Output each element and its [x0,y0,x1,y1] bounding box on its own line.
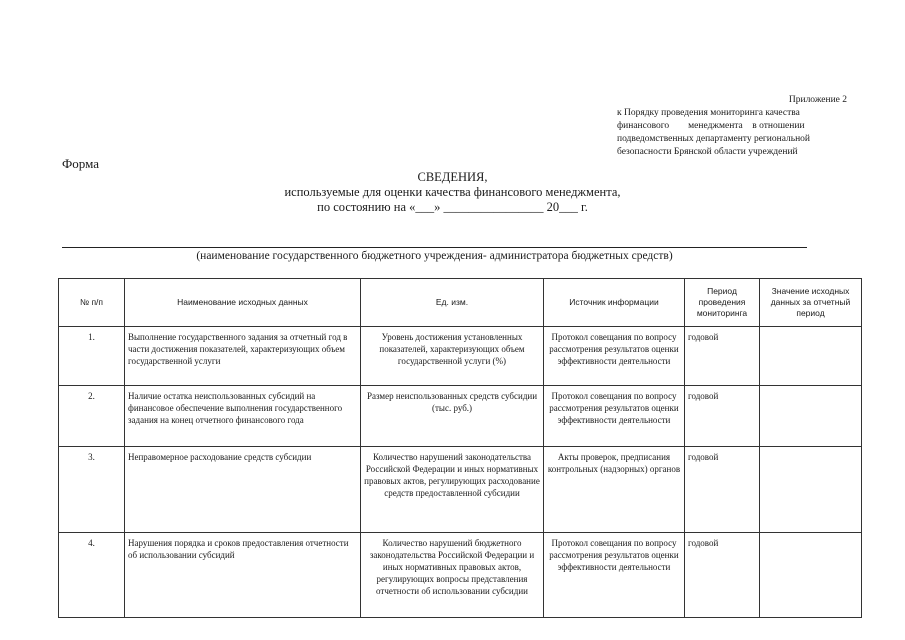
table-row [59,386,862,447]
row-value [760,447,862,533]
row-name: Выполнение государственного задания за отчетный год в части достижения показателей, характеризующих объем государственной услуги [125,327,361,386]
appendix-line: к Порядку проведения мониторинга качества [617,108,800,118]
institution-caption: (наименование государственного бюджетного учреждения- администратора бюджетных средств) [196,250,673,262]
header-cell: Наименование исходных данных [125,279,361,327]
row-number: 2. [59,386,125,447]
form-label: Форма [62,156,99,171]
appendix-title: Приложение 2 [788,95,847,105]
row-unit: Уровень достижения установленных показателей, характеризующих объем государственной услуги (%) [361,327,544,386]
heading-subtitle: используемые для оценки качества финансового менеджмента, [284,185,621,199]
row-source: Протокол совещания по вопросу рассмотрения результатов оценки эффективности деятельности [544,386,685,447]
row-period: годовой [685,533,760,618]
table-row [59,327,862,386]
row-unit: Количество нарушений законодательства Российской Федерации и иных нормативных правовых актов, регулирующих расходование средств предоставленной субсидии [361,447,544,533]
table-header-row [59,279,862,327]
row-number: 4. [59,533,125,618]
row-value [760,386,862,447]
heading-title: СВЕДЕНИЯ, [417,170,488,184]
row-period: годовой [685,327,760,386]
row-name: Наличие остатка неиспользованных субсидий на финансовое обеспечение выполнения государственного задания на конец отчетного финансового года [125,386,361,447]
row-unit: Количество нарушений бюджетного законодательства Российской Федерации и иных нормативных правовых актов, регулирующих вопросы представления отчетности об использовании субсидии [361,533,544,618]
row-value [760,533,862,618]
header-cell: Значение исходных данных за отчетный период [760,279,862,327]
row-source: Акты проверок, предписания контрольных (надзорных) органов [544,447,685,533]
row-name: Нарушения порядка и сроков предоставления отчетности об использовании субсидий [125,533,361,618]
data-table [58,278,862,618]
appendix-line: подведомственных департаменту региональной [617,134,811,144]
heading-date-line: по состоянию на «___» ________________ 20___ г. [317,200,588,214]
row-name: Неправомерное расходование средств субсидии [125,447,361,533]
row-source: Протокол совещания по вопросу рассмотрения результатов оценки эффективности деятельности [544,327,685,386]
row-source: Протокол совещания по вопросу рассмотрения результатов оценки эффективности деятельности [544,533,685,618]
row-period: годовой [685,447,760,533]
table-row [59,533,862,618]
header-cell: Период проведения мониторинга [685,279,760,327]
table-row [59,447,862,533]
appendix-block [617,94,847,159]
row-unit: Размер неиспользованных средств субсидии (тыс. руб.) [361,386,544,447]
document-heading [180,170,725,215]
header-cell: № п/п [59,279,125,327]
header-cell: Источник информации [544,279,685,327]
appendix-line: финансового менеджмента в отношении [617,121,805,131]
name-underline [62,247,807,248]
row-number: 3. [59,447,125,533]
header-cell: Ед. изм. [361,279,544,327]
row-value [760,327,862,386]
row-period: годовой [685,386,760,447]
row-number: 1. [59,327,125,386]
appendix-line: безопасности Брянской области учреждений [617,147,798,157]
